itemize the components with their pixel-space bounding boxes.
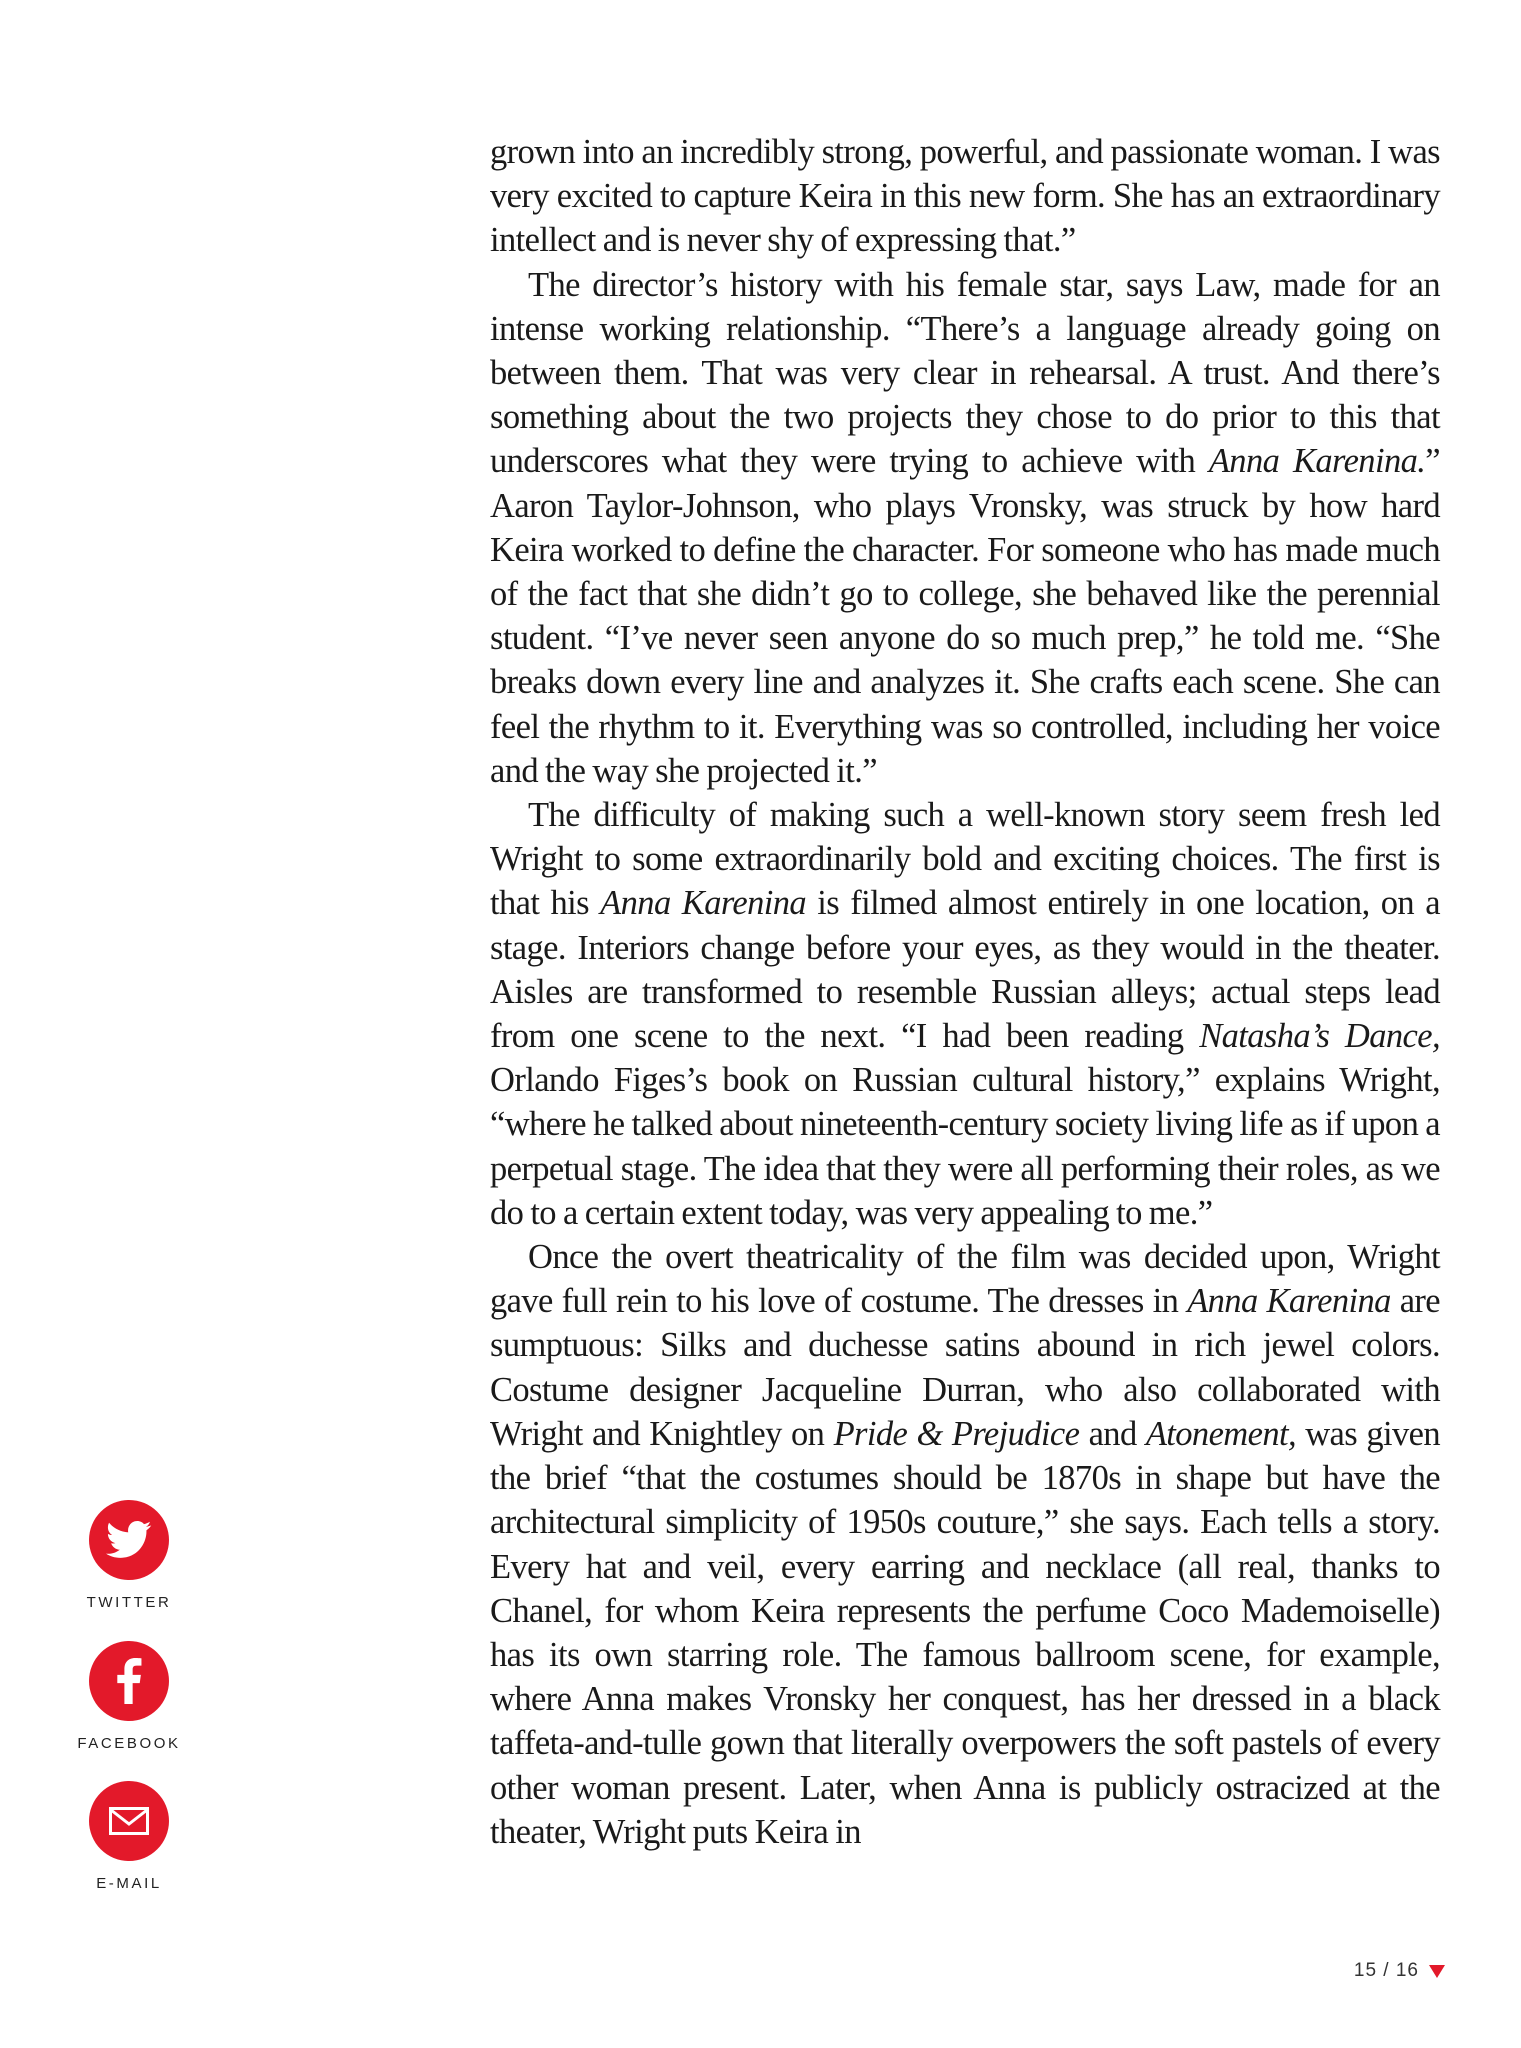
paragraph-text: was given the brief “that the costumes should be 1870s in shape but have the architectural simplicity of 1950s couture,” she says. Each tells a story. Every hat and veil, every earring and necklace (all real, thanks to Chanel, for whom Keira represents the perfume Coco Mademoiselle) has its own starring role. The famous ballroom scene, for example, where Anna makes Vronsky her conquest, has her dressed in a black taffeta-and-tulle gown that literally overpowers the soft pastels of every other woman present. Later, when Anna is publicly ostracized at the theater, Wright puts Keira in: [490, 1414, 1440, 1851]
bird-icon: [106, 1520, 152, 1560]
facebook-label[interactable]: FACEBOOK: [77, 1735, 181, 1752]
italic-title: Atonement,: [1145, 1414, 1296, 1453]
share-facebook-button[interactable]: [60, 1641, 198, 1752]
italic-title: Natasha’s Dance,: [1199, 1017, 1440, 1056]
page-indicator: [1354, 1960, 1445, 1982]
page-number: 15 / 16: [1353, 1960, 1419, 1981]
article-body: [490, 130, 1440, 1854]
twitter-circle[interactable]: [89, 1500, 169, 1580]
italic-title: Anna Karenina: [600, 884, 807, 923]
paragraph-1: [490, 130, 1440, 263]
paragraph-text: are sumptuous: Silks and duchesse satins abound in rich jewel colors. Costume designer Jacqueline Durran, who also collaborated with Wright and Knightley on: [490, 1282, 1441, 1453]
paragraph-4: [490, 1235, 1440, 1854]
email-circle[interactable]: [89, 1781, 169, 1861]
envelope-icon: [109, 1807, 149, 1835]
paragraph-text: is filmed almost entirely in one location, on a stage. Interiors change before your eyes, as they would in the theater. Aisles are transformed to resemble Russian alleys; actual steps lead from one scene to the next. “I had been reading: [490, 884, 1440, 1056]
paragraph-text: grown into an incredibly strong, powerful, and passionate woman. I was very excited to capture Keira in this new form. She has an extraordinary intellect and is never shy of expressing that.”: [490, 133, 1440, 260]
paragraph-text: ” Aaron Taylor-Johnson, who plays Vronsky, was struck by how hard Keira worked to define the character. For someone who has made much of the fact that she didn’t go to college, she behaved like the perennial student. “I’ve never seen anyone do so much prep,” he told me. “She breaks down every line and analyzes it. She crafts each scene. She can feel the rhythm to it. Everything was so controlled, including her voice and the way she projected it.”: [490, 442, 1440, 790]
twitter-label[interactable]: TWITTER: [86, 1594, 172, 1611]
f-icon: [116, 1658, 142, 1704]
paragraph-2: [490, 263, 1440, 793]
triangle-down-icon[interactable]: [1429, 1965, 1445, 1978]
italic-title: Anna Karenina: [1187, 1282, 1391, 1321]
paragraph-text: The director’s history with his female star, says Law, made for an intense working relationship. “There’s a language already going on between them. That was very clear in rehearsal. A trust. And there’s something about the two projects they chose to do prior to this that underscores what they were trying to achieve with: [490, 265, 1440, 481]
paragraph-text: The difficulty of making such a well-known story seem fresh led Wright to some extraordinarily bold and exciting choices. The first is that his: [490, 796, 1440, 923]
paragraph-3: [490, 793, 1440, 1235]
share-email-button[interactable]: [60, 1781, 198, 1892]
italic-title: Anna Karenina.: [1208, 442, 1426, 481]
italic-title: Pride & Prejudice: [833, 1414, 1080, 1453]
facebook-circle[interactable]: [89, 1641, 169, 1721]
share-twitter-button[interactable]: [60, 1500, 198, 1611]
paragraph-text: and: [1079, 1414, 1146, 1453]
paragraph-text: Orlando Figes’s book on Russian cultural history,” explains Wright, “where he talked about nineteenth-century society living life as if upon a perpetual stage. The idea that they were all performing their roles, as we do to a certain extent today, was very appealing to me.”: [490, 1061, 1440, 1232]
email-label[interactable]: E-MAIL: [96, 1875, 162, 1892]
paragraph-text: Once the overt theatricality of the film was decided upon, Wright gave full rein to his love of costume. The dresses in: [490, 1238, 1440, 1321]
